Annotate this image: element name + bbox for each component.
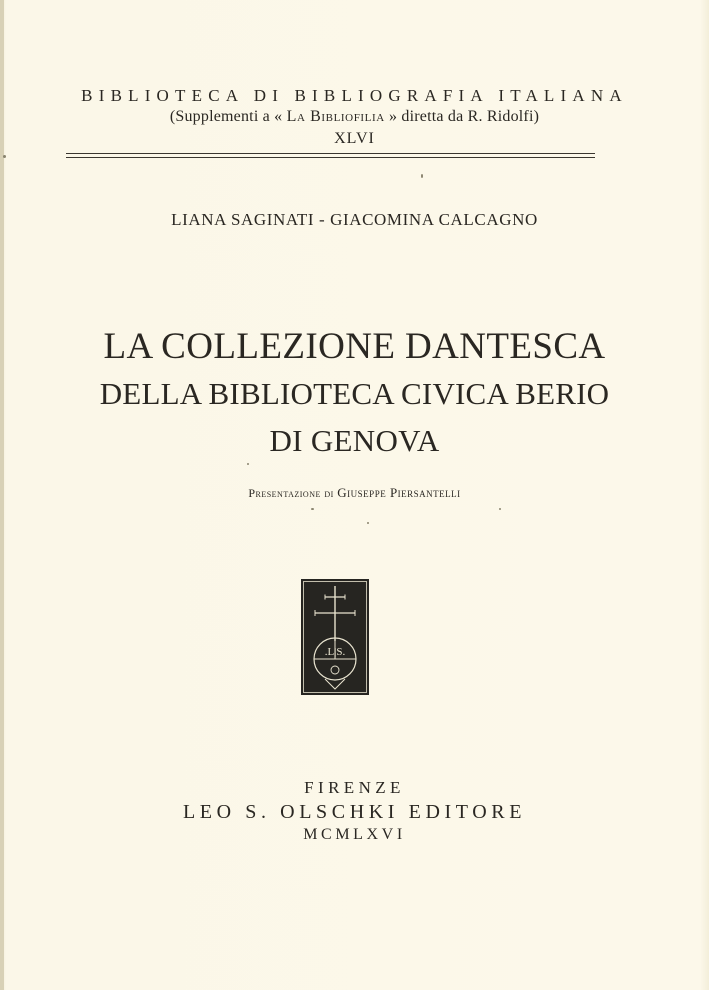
book-title-line-3: DI GENOVA (269, 423, 440, 458)
imprint-publisher: LEO S. OLSCHKI EDITORE (182, 801, 527, 823)
imprint-city: FIRENZE (304, 778, 405, 797)
series-subtitle-prefix: (Supplementi a « (169, 108, 287, 125)
paper-speck (311, 508, 314, 510)
paper-speck (421, 174, 423, 178)
imprint-year: MCMLXVI (303, 826, 406, 843)
series-volume-number: XLVI (334, 130, 375, 147)
series-journal-name: La Bibliofilia (286, 108, 385, 125)
book-title-line-2: DELLA BIBLIOTECA CIVICA BERIO (99, 376, 610, 411)
book-title-line-1: LA COLLEZIONE DANTESCA (103, 326, 606, 367)
olschki-cross-emblem-icon (301, 579, 369, 695)
presentation-credit (0, 485, 709, 501)
series-subtitle-suffix: » diretta da R. Ridolfi) (384, 108, 540, 125)
presentation-name: Giuseppe Piersantelli (337, 485, 461, 500)
paper-speck (247, 463, 249, 465)
authors: LIANA SAGINATI - GIACOMINA CALCAGNO (171, 210, 538, 229)
presentation-lead: Presentazione di (248, 486, 334, 500)
double-rule-bottom (66, 157, 595, 158)
series-title: BIBLIOTECA DI BIBLIOGRAFIA ITALIANA (81, 86, 628, 105)
paper-speck (367, 522, 369, 524)
paper-speck (499, 508, 501, 510)
paper-speck (3, 155, 6, 158)
series-subtitle (0, 108, 709, 126)
double-rule-top (66, 153, 595, 154)
emblem-monogram: .L|S. (324, 646, 346, 658)
